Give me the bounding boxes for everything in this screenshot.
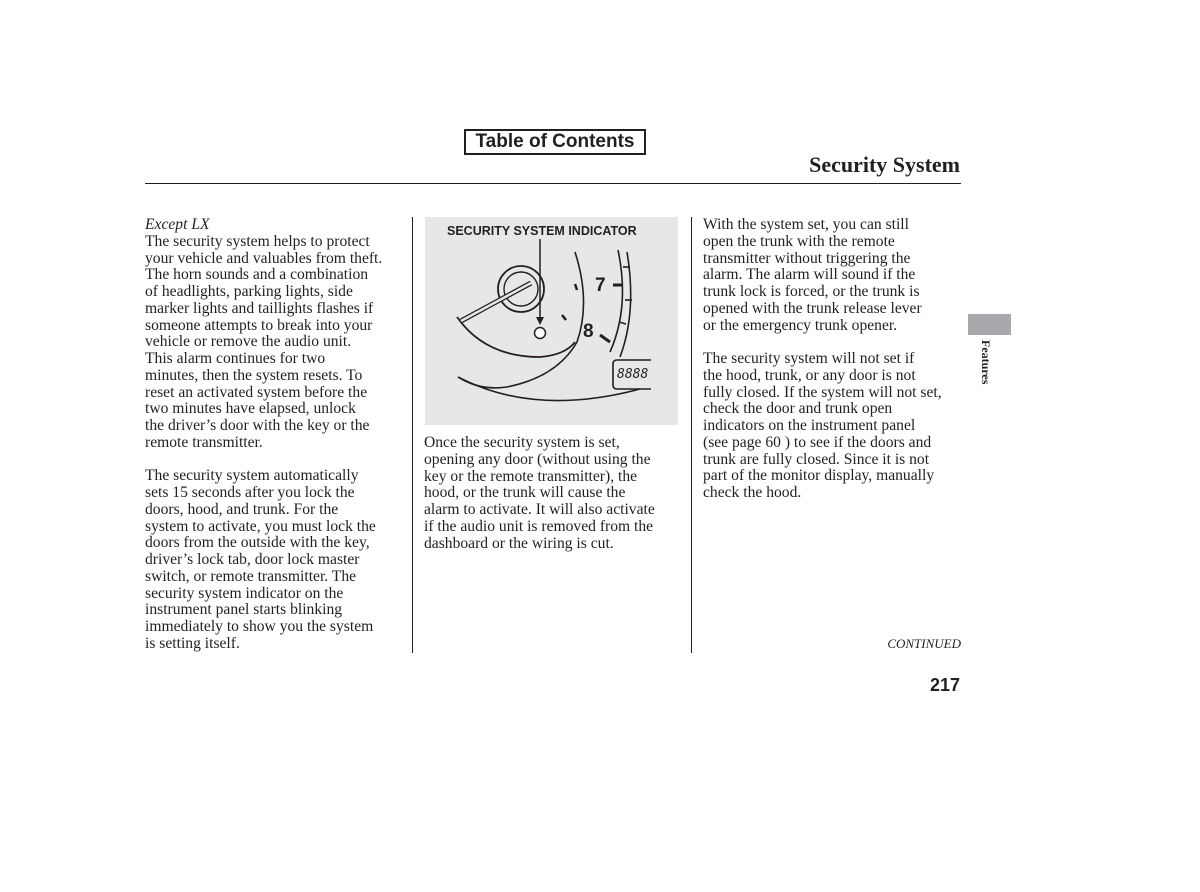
gauge-number-8: 8 (583, 321, 594, 342)
section-tab-marker (968, 314, 1011, 335)
figure-label: SECURITY SYSTEM INDICATOR (447, 224, 637, 238)
column-2 (424, 435, 689, 552)
section-tab-label: Features (979, 340, 993, 385)
gauge-number-7: 7 (595, 275, 606, 296)
lcd-display: 8888 (617, 367, 649, 382)
column-3 (703, 217, 965, 502)
column-divider-2 (691, 217, 692, 653)
paragraph-not-set: The security system will not set if the hood, trunk, or any door is not fully closed. If the system will not set, check the door and trunk open indicators on the instrument panel (see page 60 ) to see if the doors and trunk are fully closed. Since it is not part of the monitor display, manually check the hood. (703, 350, 942, 501)
instrument-cluster-illustration (425, 217, 678, 425)
continued-note: CONTINUED (887, 636, 961, 651)
page-number: 217 (929, 675, 960, 695)
column-divider-1 (412, 217, 413, 653)
paragraph-alarm-trigger: Once the security system is set, opening any door (without using the key or the remote transmitter), the hood, or the trunk will cause the alarm to activate. It will also activate if the audio unit is removed from the dashboard or the wiring is cut. (424, 434, 655, 552)
header-rule (145, 183, 961, 184)
paragraph-activation: The security system automatically sets 15 seconds after you lock the doors, hood, and trunk. For the system to activate, you must lock the doors from the outside with the key, driver’s lock tab, door lock master switch, or remote transmitter. The security system indicator on the instrument panel starts blinking immediately to show you the system is setting itself. (145, 467, 376, 652)
paragraph-alarm-overview: The security system helps to protect your vehicle and valuables from theft. The horn sounds and a combination of headlights, parking lights, side marker lights and taillights flashes if someone attempts to break into your vehicle or remove the audio unit. This alarm continues for two minutes, then the system resets. To reset an activated system before the two minutes have elapsed, unlock the driver’s door with the key or the remote transmitter. (145, 232, 383, 451)
paragraph-trunk-open: With the system set, you can still open the trunk with the remote transmitter without triggering the alarm. The alarm will sound if the trunk lock is forced, or the trunk is opened with the trunk release lever or the emergency trunk opener. (703, 216, 922, 334)
table-of-contents-link[interactable]: Table of Contents (464, 129, 646, 155)
column-1 (145, 217, 410, 653)
model-note: Except LX (145, 216, 210, 233)
page-title: Security System (809, 152, 960, 177)
security-indicator-figure (425, 217, 678, 425)
